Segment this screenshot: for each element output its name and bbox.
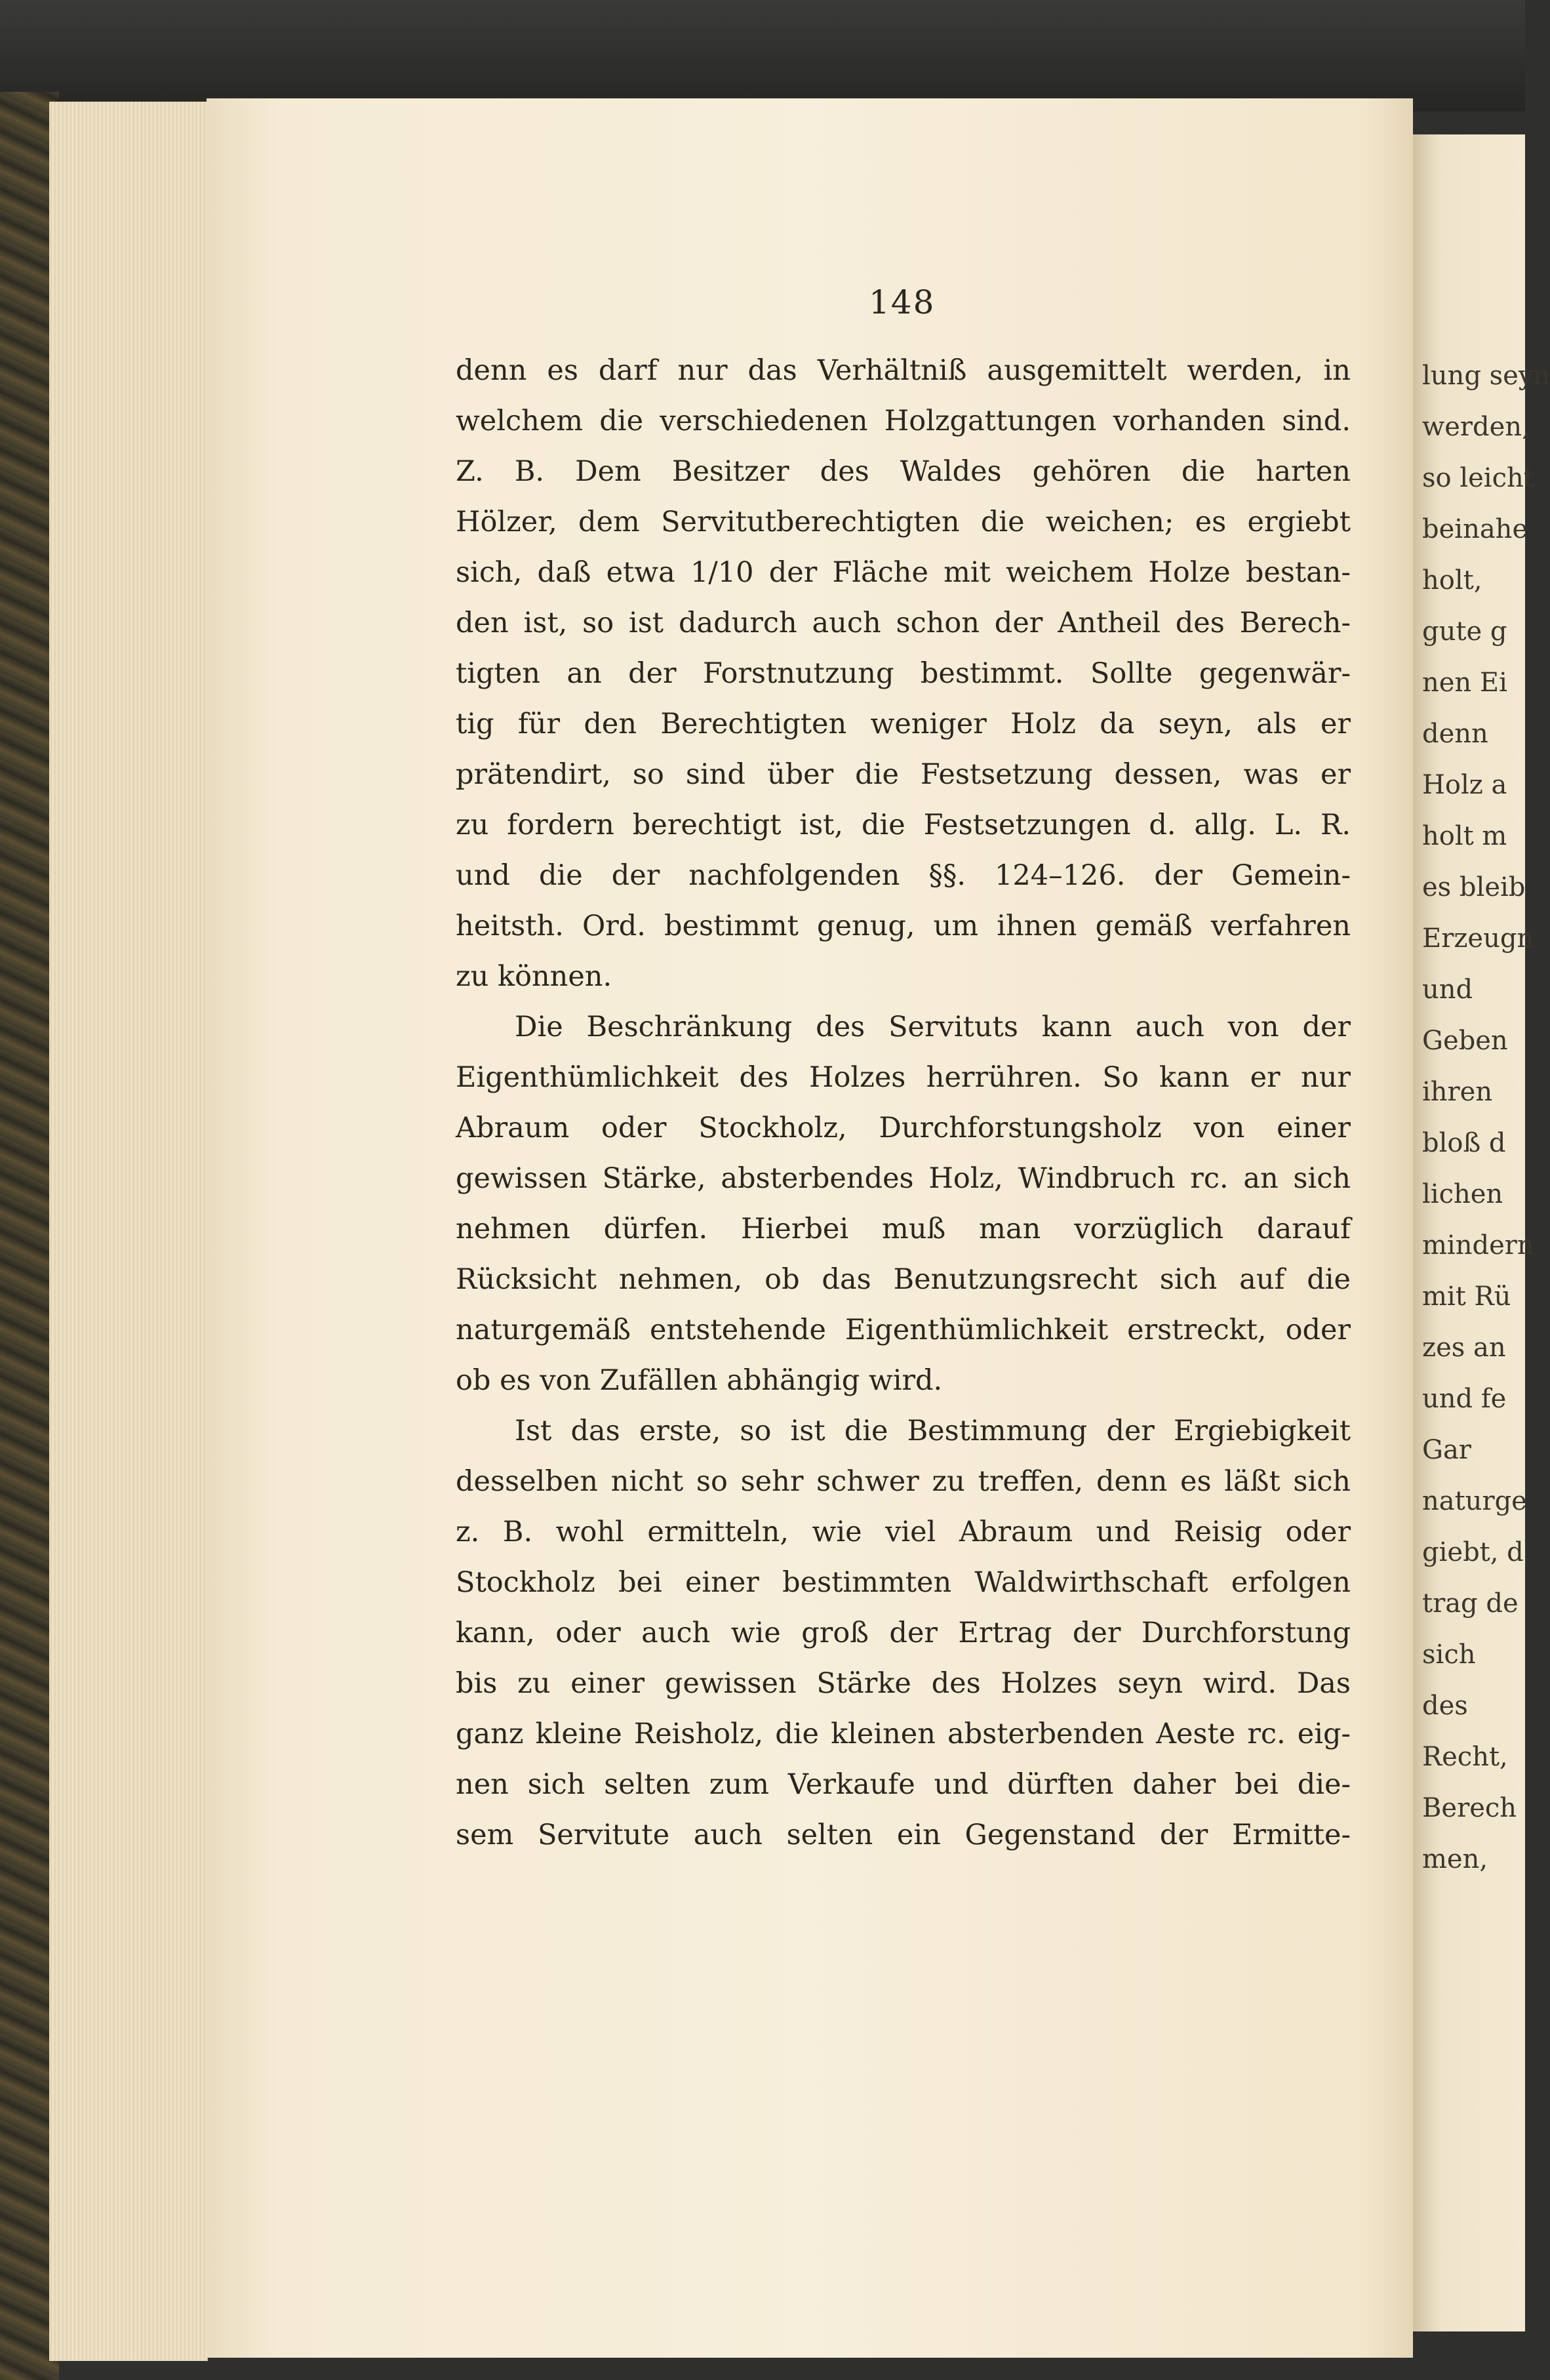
text-line: desselben nicht so sehr schwer zu treffen, denn es läßt sich: [456, 1465, 1351, 1498]
next-page-fragment: holt,: [1422, 565, 1482, 595]
next-page-fragment: trag de: [1422, 1588, 1519, 1619]
next-page-fragment: Holz a: [1422, 770, 1507, 800]
text-line: naturgemäß entstehende Eigenthümlichkeit erstreckt, oder: [456, 1314, 1351, 1346]
next-page-fragment: so leicht: [1422, 463, 1534, 493]
text-line: Abraum oder Stockholz, Durchforstungsholz von einer: [456, 1112, 1351, 1144]
next-page-fragment: Recht,: [1422, 1742, 1508, 1772]
page-stack-edge: [49, 102, 208, 2361]
text-line: tig für den Berechtigten weniger Holz da seyn, als er: [456, 708, 1351, 740]
next-page-fragment: sich: [1422, 1640, 1476, 1670]
next-page-sliver: [1413, 134, 1550, 2331]
next-page-fragment: men,: [1422, 1844, 1488, 1874]
next-page-fragment: lung seyn: [1422, 361, 1550, 391]
text-line: z. B. wohl ermitteln, wie viel Abraum und Reisig oder: [456, 1516, 1351, 1548]
next-page-fragment: beinahe: [1422, 514, 1528, 544]
next-page-fragment: Erzeugn: [1422, 923, 1534, 954]
next-page-fragment: werden,: [1422, 412, 1530, 442]
text-line: nehmen dürfen. Hierbei muß man vorzüglich darauf: [456, 1213, 1351, 1245]
text-line: tigten an der Forstnutzung bestimmt. Sollte gegenwär-: [456, 657, 1351, 690]
text-line: nen sich selten zum Verkaufe und dürften daher bei die-: [456, 1768, 1351, 1801]
next-page-fragment: lichen: [1422, 1179, 1503, 1209]
text-line: den ist, so ist dadurch auch schon der Antheil des Berech-: [456, 607, 1351, 639]
next-page-fragment: Berech: [1422, 1793, 1517, 1823]
next-page-fragment: und fe: [1422, 1384, 1507, 1414]
text-line: welchem die verschiedenen Holzgattungen vorhanden sind.: [456, 405, 1351, 437]
text-line: heitsth. Ord. bestimmt genug, um ihnen gemäß verfahren: [456, 910, 1351, 942]
text-line: zu fordern berechtigt ist, die Festsetzungen d. allg. L. R.: [456, 809, 1351, 841]
next-page-fragment: ihren: [1422, 1077, 1493, 1107]
next-page-fragment: Gar: [1422, 1435, 1471, 1465]
text-line: Eigenthümlichkeit des Holzes herrühren. So kann er nur: [456, 1061, 1351, 1094]
text-line: kann, oder auch wie groß der Ertrag der Durchforstung: [456, 1617, 1351, 1649]
text-line: sich, daß etwa 1/10 der Fläche mit weichem Holze bestan-: [456, 556, 1351, 589]
text-line: Z. B. Dem Besitzer des Waldes gehören die harten: [456, 455, 1351, 488]
next-page-fragment: bloß d: [1422, 1128, 1506, 1158]
text-line: denn es darf nur das Verhältniß ausgemittelt werden, in: [456, 354, 1351, 387]
next-page-fragment: Geben: [1422, 1026, 1508, 1056]
next-page-fragment: gute g: [1422, 616, 1507, 647]
next-page-fragment: mindern: [1422, 1230, 1534, 1261]
text-line: Ist das erste, so ist die Bestimmung der Ergiebigkeit: [515, 1415, 1351, 1447]
text-line: Stockholz bei einer bestimmten Waldwirthschaft erfolgen: [456, 1566, 1351, 1599]
book-cover-top: [0, 0, 1525, 111]
next-page-fragment: und: [1422, 975, 1473, 1005]
next-page-fragment: des: [1422, 1691, 1468, 1721]
text-line: sem Servitute auch selten ein Gegenstand der Ermitte-: [456, 1819, 1351, 1851]
next-page-fragment: denn: [1422, 719, 1488, 749]
text-line: ganz kleine Reisholz, die kleinen absterbenden Aeste rc. eig-: [456, 1718, 1351, 1750]
page-number: 148: [869, 283, 936, 321]
next-page-fragment: es bleib: [1422, 872, 1526, 902]
text-line: zu können.: [456, 960, 612, 993]
text-line: Rücksicht nehmen, ob das Benutzungsrecht sich auf die: [456, 1263, 1351, 1296]
text-line: gewissen Stärke, absterbendes Holz, Windbruch rc. an sich: [456, 1162, 1351, 1195]
next-page-fragment: zes an: [1422, 1333, 1506, 1363]
next-page-fragment: nen Ei: [1422, 668, 1507, 698]
text-line: Die Beschränkung des Servituts kann auch von der: [515, 1011, 1351, 1043]
text-line: ob es von Zufällen abhängig wird.: [456, 1364, 943, 1397]
text-line: prätendirt, so sind über die Festsetzung dessen, was er: [456, 758, 1351, 791]
next-page-fragment: giebt, d: [1422, 1537, 1524, 1567]
next-page-fragment: mit Rü: [1422, 1281, 1511, 1312]
next-page-fragment: holt m: [1422, 821, 1507, 851]
text-line: und die der nachfolgenden §§. 124–126. der Gemein-: [456, 859, 1351, 892]
text-line: bis zu einer gewissen Stärke des Holzes seyn wird. Das: [456, 1667, 1351, 1700]
text-line: Hölzer, dem Servitutberechtigten die weichen; es ergiebt: [456, 506, 1351, 538]
next-page-fragment: naturge: [1422, 1486, 1527, 1516]
